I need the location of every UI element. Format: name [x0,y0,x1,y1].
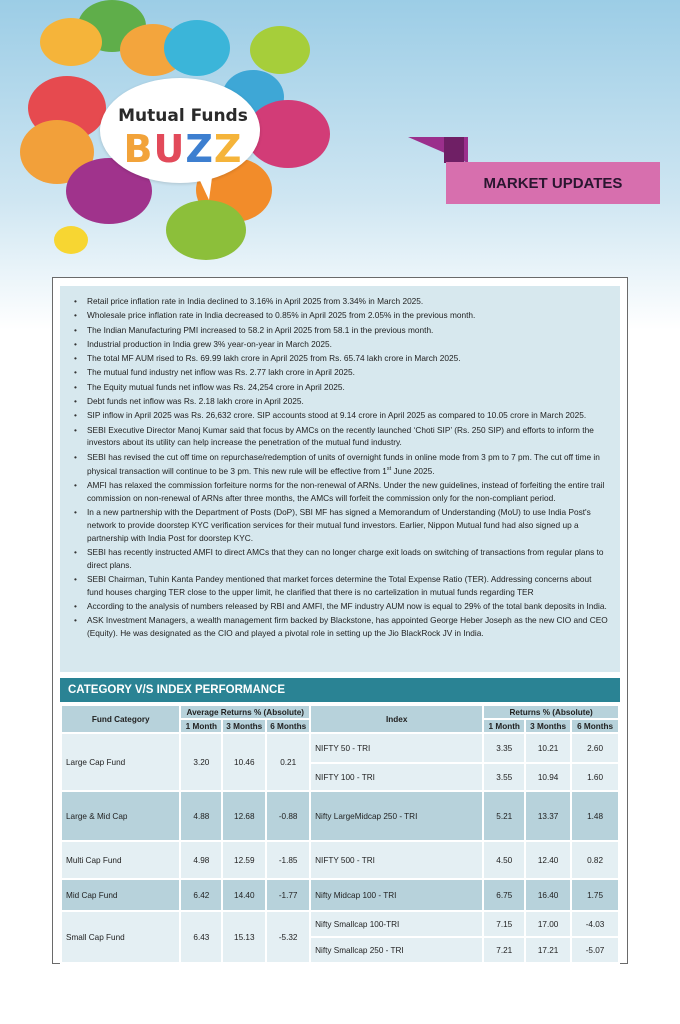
brand-buzz [108,127,258,171]
bubble-decoration [166,200,246,260]
table-row [61,733,619,763]
news-item: • In a new partnership with the Department of Posts (DoP), SBI MF has signed a Memorandum of Understanding (MoU) to use India Post's network to provide doorstep KYC verification services for their mutual fund investors. Earlier, Nippon Mutual fund had also signed up a partnership with India Post for doorstep KYC. [74,506,608,544]
ribbon-fold [444,137,464,163]
avg-return-cell: -1.77 [266,879,310,911]
avg-return-cell: -1.85 [266,841,310,879]
avg-return-cell: 4.88 [180,791,222,841]
news-item: • AMFI has relaxed the commission forfeiture norms for the non-renewal of ARNs. Under the new guidelines, instead of forfeiting the entire trail commission on non-renewal of ARNs after three months, the AMCs will forfeit the commission only for the non-compliant period. [74,479,608,504]
news-item: • ASK Investment Managers, a wealth management firm backed by Blackstone, has appointed George Heber Joseph as the new CIO and CEO (Equity). He was designated as the CIO and played a pivotal role in setting up the Jio BlackRock JV in India. [74,614,608,639]
news-item: • Industrial production in India grew 3% year-on-year in March 2025. [74,338,608,351]
header-1-month: 1 Month [483,719,525,733]
header-3-months: 3 Months [222,719,266,733]
index-return-cell: 13.37 [525,791,571,841]
index-return-cell: -5.07 [571,937,619,963]
index-return-cell: 17.21 [525,937,571,963]
bubble-decoration [250,26,310,74]
content-panel [52,277,628,964]
fund-category-cell: Small Cap Fund [61,911,180,963]
header-6-months: 6 Months [266,719,310,733]
table-row [61,911,619,937]
index-name-cell: Nifty Smallcap 250 - TRI [310,937,483,963]
news-item: • According to the analysis of numbers released by RBI and AMFI, the MF industry AUM now is equal to 29% of the total bank deposits in India. [74,600,608,613]
index-return-cell: 3.55 [483,763,525,791]
fund-category-cell: Large Cap Fund [61,733,180,791]
index-return-cell: 1.75 [571,879,619,911]
index-return-cell: 1.60 [571,763,619,791]
index-return-cell: 5.21 [483,791,525,841]
performance-table [60,704,620,964]
index-return-cell: 17.00 [525,911,571,937]
header-fund-category: Fund Category [61,705,180,733]
header-3-months: 3 Months [525,719,571,733]
header-index: Index [310,705,483,733]
news-item: • The mutual fund industry net inflow was Rs. 2.77 lakh crore in April 2025. [74,366,608,379]
brand-letter: U [153,127,186,171]
avg-return-cell: 6.43 [180,911,222,963]
header-average-returns: Average Returns % (Absolute) [180,705,310,719]
market-updates-banner: MARKET UPDATES [446,162,660,204]
index-name-cell: NIFTY 500 - TRI [310,841,483,879]
news-item: • SEBI Executive Director Manoj Kumar said that focus by AMCs on the recently launched ‘Choti SIP’ (Rs. 250 SIP) and efforts to inform the investors about its utility can help increase the penetration of the mutual fund industry. [74,424,608,449]
index-name-cell: NIFTY 100 - TRI [310,763,483,791]
avg-return-cell: 4.98 [180,841,222,879]
news-item: • SIP inflow in April 2025 was Rs. 26,632 crore. SIP accounts stood at 9.14 crore in April 2025 as compared to 10.05 crore in March 2025. [74,409,608,422]
news-item: • Debt funds net inflow was Rs. 2.18 lakh crore in April 2025. [74,395,608,408]
bubble-decoration [40,18,102,66]
index-return-cell: 10.21 [525,733,571,763]
avg-return-cell: 15.13 [222,911,266,963]
index-return-cell: 0.82 [571,841,619,879]
logo-speech-tail [195,170,213,200]
header-6-months: 6 Months [571,719,619,733]
avg-return-cell: -0.88 [266,791,310,841]
avg-return-cell: 0.21 [266,733,310,791]
index-name-cell: NIFTY 50 - TRI [310,733,483,763]
performance-section-title: CATEGORY V/S INDEX PERFORMANCE [60,678,620,702]
news-item: • The Indian Manufacturing PMI increased to 58.2 in April 2025 from 58.1 in the previous month. [74,324,608,337]
avg-return-cell: 10.46 [222,733,266,791]
avg-return-cell: 12.59 [222,841,266,879]
index-return-cell: 12.40 [525,841,571,879]
index-name-cell: Nifty Smallcap 100-TRI [310,911,483,937]
index-return-cell: 1.48 [571,791,619,841]
avg-return-cell: 6.42 [180,879,222,911]
news-item: • The Equity mutual funds net inflow was Rs. 24,254 crore in April 2025. [74,381,608,394]
bubble-decoration [164,20,230,76]
index-return-cell: 16.40 [525,879,571,911]
index-return-cell: 7.15 [483,911,525,937]
index-return-cell: 7.21 [483,937,525,963]
header-index-returns: Returns % (Absolute) [483,705,619,719]
avg-return-cell: 12.68 [222,791,266,841]
avg-return-cell: 3.20 [180,733,222,791]
news-item: • SEBI has recently instructed AMFI to direct AMCs that they can no longer charge exit loads on switching of transactions from regular plans to direct plans. [74,546,608,571]
index-return-cell: 3.35 [483,733,525,763]
index-return-cell: 2.60 [571,733,619,763]
news-item: • The total MF AUM rised to Rs. 69.99 lakh crore in April 2025 from Rs. 65.74 lakh crore in March 2025. [74,352,608,365]
fund-category-cell: Mid Cap Fund [61,879,180,911]
table-row [61,879,619,911]
table-row [61,841,619,879]
news-item: • SEBI has revised the cut off time on repurchase/redemption of units of overnight funds in online mode from 3 pm to 7 pm. The cut off time in physical transaction will continue to be 3 pm. This new rule will be effective from 1st June 2025. [74,451,608,478]
fund-category-cell: Multi Cap Fund [61,841,180,879]
index-return-cell: 4.50 [483,841,525,879]
bubble-decoration [54,226,88,254]
news-item: • Retail price inflation rate in India declined to 3.16% in April 2025 from 3.34% in March 2025. [74,295,608,308]
fund-category-cell: Large & Mid Cap [61,791,180,841]
news-item: • Wholesale price inflation rate in India decreased to 0.85% in April 2025 from 2.05% in the previous month. [74,309,608,322]
index-name-cell: Nifty LargeMidcap 250 - TRI [310,791,483,841]
brand-letter: Z [213,127,243,171]
header-1-month: 1 Month [180,719,222,733]
news-box [60,286,620,672]
avg-return-cell: 14.40 [222,879,266,911]
index-return-cell: 10.94 [525,763,571,791]
avg-return-cell: -5.32 [266,911,310,963]
index-name-cell: Nifty Midcap 100 - TRI [310,879,483,911]
brand-letter: Z [185,127,214,171]
news-list [60,286,620,640]
brand-letter: B [123,127,154,171]
table-row [61,791,619,841]
index-return-cell: -4.03 [571,911,619,937]
index-return-cell: 6.75 [483,879,525,911]
brand-title: Mutual Funds [118,106,248,126]
news-item: • SEBI Chairman, Tuhin Kanta Pandey mentioned that market forces determine the Total Expense Ratio (TER). Addressing concerns about fund houses charging TER close to the upper limit, he clarified that there is no cartelization in mutual funds regarding TER [74,573,608,598]
